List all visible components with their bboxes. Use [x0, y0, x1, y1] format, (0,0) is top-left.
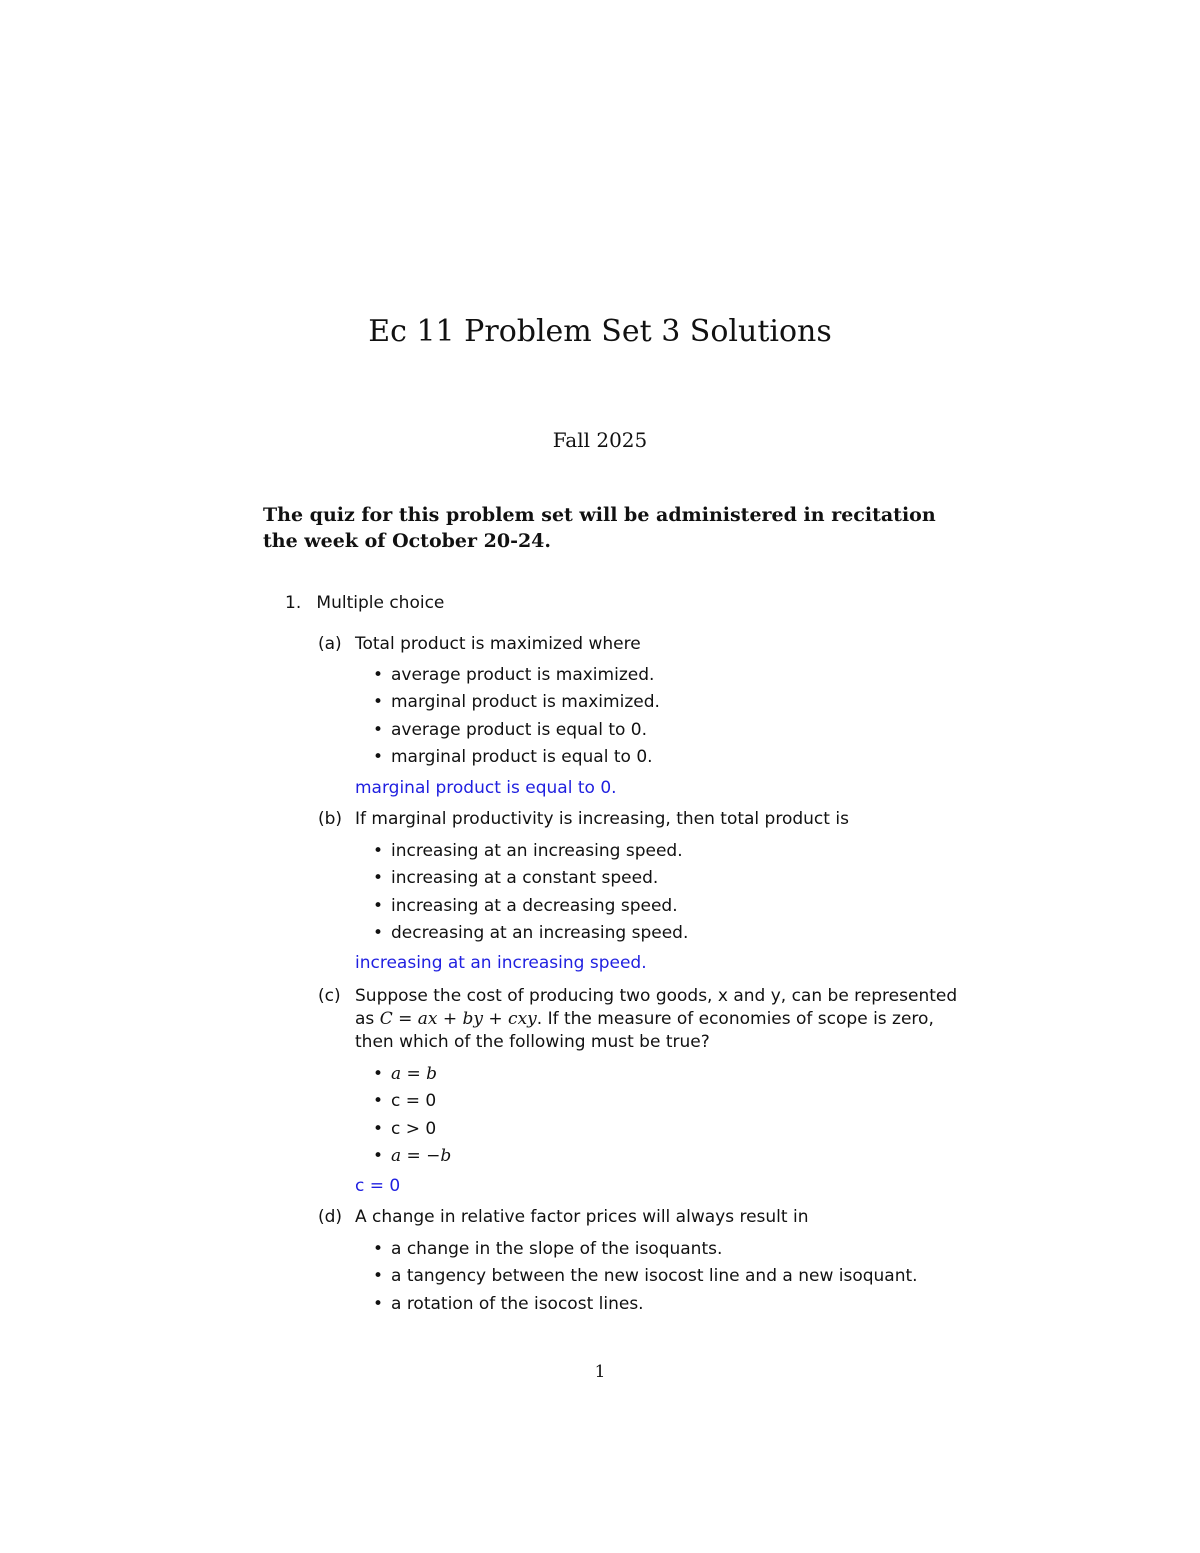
option-text: a = −b: [391, 1145, 452, 1166]
option-text: a tangency between the new isocost line and a new isoquant.: [391, 1266, 918, 1287]
answer-b: increasing at an increasing speed.: [355, 953, 647, 973]
option-item: [373, 1116, 451, 1143]
options-list-c: [373, 1061, 451, 1170]
bullet-icon: •: [373, 841, 384, 861]
bullet-icon: •: [373, 1239, 384, 1259]
option-text: decreasing at an increasing speed.: [391, 922, 689, 943]
option-text: average product is maximized.: [391, 665, 655, 685]
stem-line-1: Suppose the cost of producing two goods, x and y, can be represented: [355, 986, 958, 1006]
option-text: c = 0: [391, 1091, 437, 1112]
section-heading: [285, 593, 444, 613]
stem-line-2-post: . If the measure of economies of scope is zero,: [536, 1009, 934, 1029]
cost-equation: C = ax + by + cxy: [379, 1009, 537, 1029]
option-item: [373, 893, 688, 920]
option-item: [373, 838, 688, 865]
bullet-icon: •: [373, 922, 384, 943]
question-stem: [355, 985, 958, 1054]
option-item: [373, 1143, 451, 1170]
option-text: increasing at a decreasing speed.: [391, 895, 678, 916]
question-c: [318, 985, 958, 1054]
bullet-icon: •: [373, 1118, 384, 1139]
option-item: [373, 865, 688, 892]
option-item: [373, 1088, 451, 1115]
option-item: [373, 717, 660, 744]
bullet-icon: •: [373, 868, 384, 889]
option-item: [373, 662, 660, 689]
option-item: [373, 1061, 451, 1088]
options-list-d: [373, 1236, 918, 1318]
document-term: Fall 2025: [552, 428, 648, 452]
question-label: (b): [318, 809, 343, 829]
option-text: increasing at a constant speed.: [391, 868, 659, 889]
option-item: [373, 744, 660, 771]
bullet-icon: •: [373, 1293, 384, 1314]
question-stem: Total product is maximized where: [355, 634, 641, 654]
bullet-icon: •: [373, 895, 384, 916]
option-item: [373, 1291, 918, 1318]
question-stem: A change in relative factor prices will always result in: [355, 1207, 809, 1227]
section-number: 1.: [285, 593, 302, 613]
option-item: [373, 1236, 918, 1263]
option-item: [373, 1263, 918, 1290]
question-d: [318, 1206, 958, 1229]
option-text: marginal product is maximized.: [391, 692, 660, 713]
section-title: Multiple choice: [316, 593, 445, 613]
question-label: (a): [318, 634, 342, 654]
question-b: [318, 808, 958, 831]
stem-line-2-pre: as: [355, 1009, 380, 1029]
question-label: (d): [318, 1207, 343, 1227]
stem-line-3: then which of the following must be true?: [355, 1032, 710, 1052]
page-number: 1: [594, 1362, 606, 1382]
bullet-icon: •: [373, 1145, 384, 1166]
option-text: average product is equal to 0.: [391, 719, 648, 740]
quiz-notice: The quiz for this problem set will be administered in recitation the week of October 20-24.: [263, 504, 936, 552]
bullet-icon: •: [373, 1064, 384, 1084]
option-text: a = b: [391, 1064, 438, 1084]
option-text: c > 0: [391, 1118, 437, 1139]
answer-c: c = 0: [355, 1176, 401, 1196]
bullet-icon: •: [373, 665, 384, 685]
option-text: marginal product is equal to 0.: [391, 746, 653, 767]
option-item: [373, 689, 660, 716]
option-text: a rotation of the isocost lines.: [391, 1293, 644, 1314]
option-item: [373, 920, 688, 947]
options-list-b: [373, 838, 688, 947]
options-list-a: [373, 662, 660, 771]
question-label: (c): [318, 986, 341, 1006]
answer-a: marginal product is equal to 0.: [355, 778, 617, 798]
question-a: [318, 633, 958, 656]
option-text: a change in the slope of the isoquants.: [391, 1239, 723, 1259]
bullet-icon: •: [373, 1266, 384, 1287]
document-title: Ec 11 Problem Set 3 Solutions: [368, 314, 832, 349]
bullet-icon: •: [373, 719, 384, 740]
option-text: increasing at an increasing speed.: [391, 841, 683, 861]
question-stem: If marginal productivity is increasing, then total product is: [355, 809, 849, 829]
bullet-icon: •: [373, 746, 384, 767]
bullet-icon: •: [373, 692, 384, 713]
bullet-icon: •: [373, 1091, 384, 1112]
